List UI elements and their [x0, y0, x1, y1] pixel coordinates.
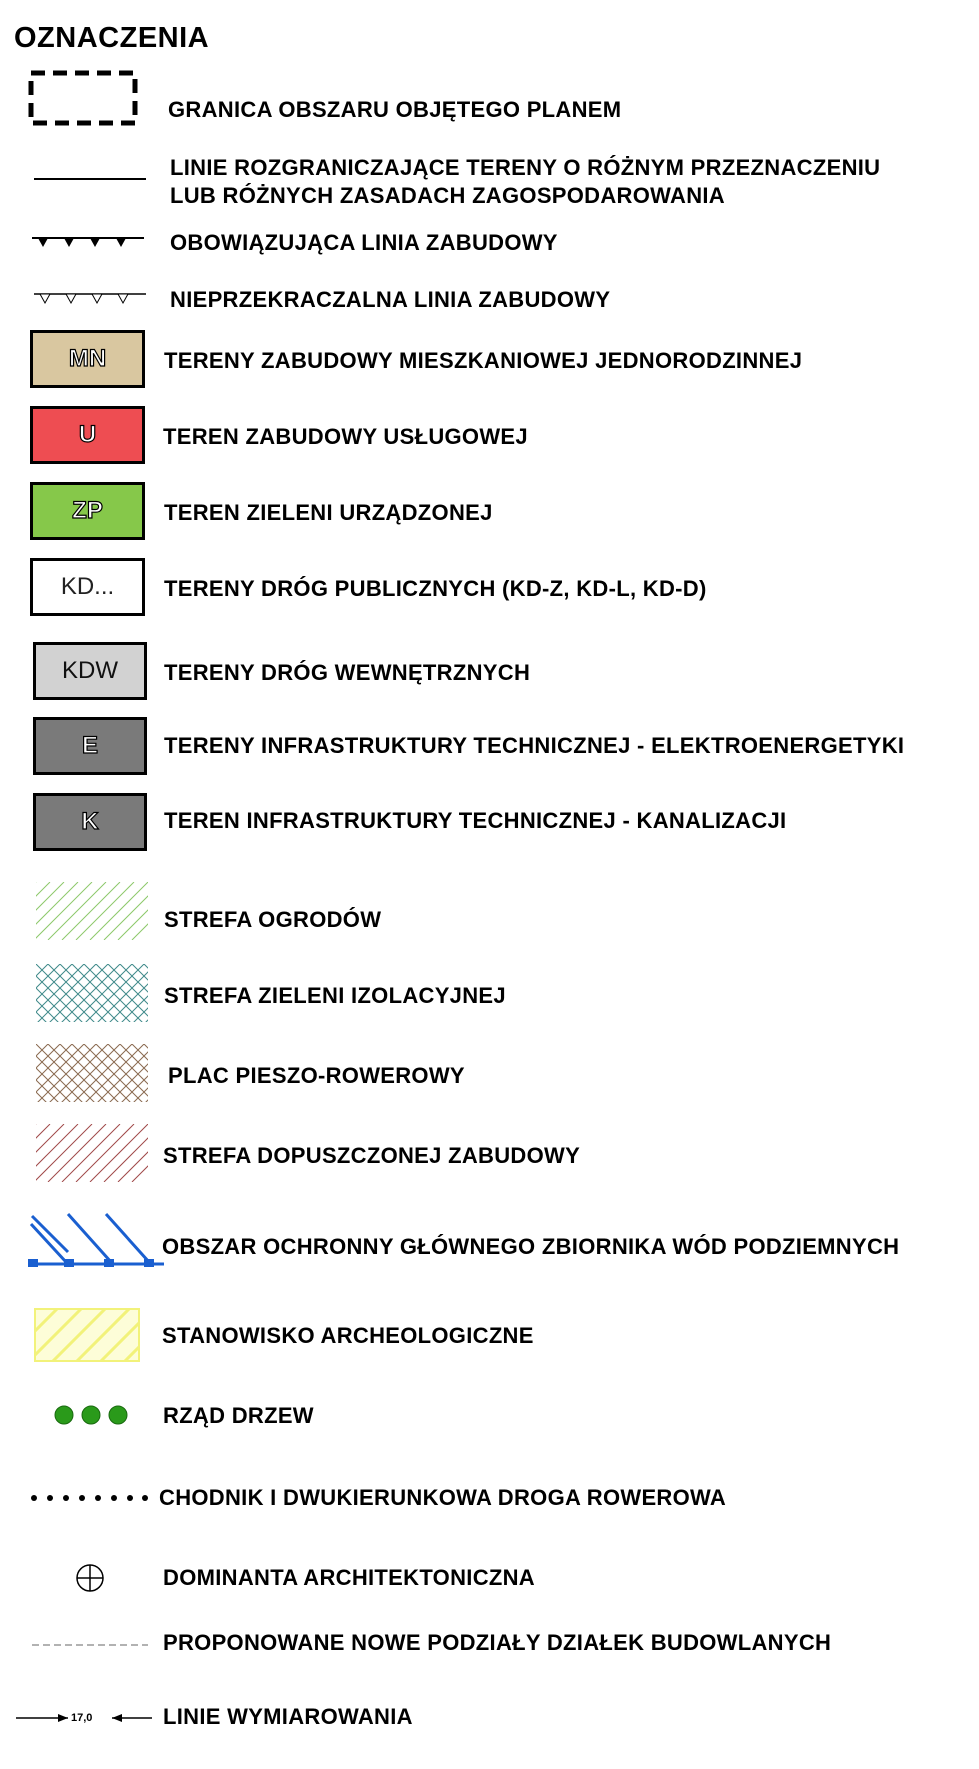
k-zone-swatch	[33, 793, 147, 851]
zp-zone-swatch	[30, 482, 145, 540]
permitted-building-zone-hatch-icon	[36, 1124, 148, 1182]
legend-title: OZNACZENIA	[14, 22, 210, 54]
sidewalk-bike-path-icon	[30, 1494, 150, 1502]
u-code: U	[78, 421, 97, 448]
legend-label-archaeology: STANOWISKO ARCHEOLOGICZNE	[162, 1323, 534, 1348]
dashed-boundary-icon	[28, 70, 138, 126]
legend-label-plot-division: PROPONOWANE NOWE PODZIAŁY DZIAŁEK BUDOWLANYCH	[163, 1630, 832, 1655]
kd-code: KD...	[60, 573, 115, 600]
legend-label-plaza: PLAC PIESZO-ROWEROWY	[168, 1063, 465, 1088]
legend-label-tree-row: RZĄD DRZEW	[163, 1403, 314, 1428]
legend-label-kd: TERENY DRÓG PUBLICZNYCH (KD-Z, KD-L, KD-D)	[164, 576, 707, 601]
legend-label-mandatory-line: OBOWIĄZUJĄCA LINIA ZABUDOWY	[170, 230, 558, 255]
mandatory-building-line-icon	[32, 236, 144, 252]
legend-label-sidewalk: CHODNIK I DWUKIERUNKOWA DROGA ROWEROWA	[159, 1485, 727, 1510]
legend-label-groundwater: OBSZAR OCHRONNY GŁÓWNEGO ZBIORNIKA WÓD PODZIEMNYCH	[162, 1234, 900, 1259]
kdw-code: KDW	[62, 657, 118, 684]
kd-zone-swatch	[30, 558, 145, 616]
legend-label-permitted-building: STREFA DOPUSZCZONEJ ZABUDOWY	[163, 1143, 581, 1168]
pedestrian-bike-plaza-hatch-icon	[36, 1044, 148, 1102]
legend-label-garden: STREFA OGRODÓW	[164, 907, 382, 932]
legend-label-non-exceedable-line: NIEPRZEKRACZALNA LINIA ZABUDOWY	[170, 287, 611, 312]
e-code: E	[81, 732, 98, 759]
u-zone-swatch	[30, 406, 145, 464]
non-exceedable-building-line-icon	[34, 292, 146, 308]
tree-row-icon	[54, 1404, 130, 1426]
legend-label-k: TEREN INFRASTRUKTURY TECHNICZNEJ - KANALIZACJI	[164, 808, 787, 833]
legend-label-zp: TEREN ZIELENI URZĄDZONEJ	[164, 500, 493, 525]
mn-zone-swatch	[30, 330, 145, 388]
kdw-zone-swatch	[33, 642, 147, 700]
zp-code: ZP	[72, 497, 103, 524]
legend-label-boundary: GRANICA OBSZARU OBJĘTEGO PLANEM	[168, 97, 622, 122]
groundwater-protection-area-icon	[26, 1210, 166, 1270]
legend-label-u: TEREN ZABUDOWY USŁUGOWEJ	[163, 424, 528, 449]
k-code: K	[81, 808, 99, 835]
dimension-value: 17,0	[71, 1712, 93, 1724]
legend-label-boundary-lines-2: LUB RÓŻNYCH ZASADACH ZAGOSPODAROWANIA	[170, 183, 725, 208]
archaeological-site-icon	[34, 1308, 140, 1362]
solid-line-icon	[34, 176, 146, 182]
garden-zone-hatch-icon	[36, 882, 148, 940]
proposed-plot-division-icon	[32, 1642, 148, 1648]
legend-label-e: TERENY INFRASTRUKTURY TECHNICZNEJ - ELEKTROENERGETYKI	[164, 733, 905, 758]
legend-label-dimension: LINIE WYMIAROWANIA	[163, 1704, 413, 1729]
isolation-green-zone-hatch-icon	[36, 964, 148, 1022]
legend-label-dominant: DOMINANTA ARCHITEKTONICZNA	[163, 1565, 535, 1590]
legend-label-mn: TERENY ZABUDOWY MIESZKANIOWEJ JEDNORODZINNEJ	[164, 348, 803, 373]
e-zone-swatch	[33, 717, 147, 775]
architectural-dominant-icon	[74, 1562, 106, 1594]
legend-label-isolation-green: STREFA ZIELENI IZOLACYJNEJ	[164, 983, 506, 1008]
mn-code: MN	[68, 345, 107, 372]
legend-label-kdw: TERENY DRÓG WEWNĘTRZNYCH	[164, 660, 531, 685]
legend-label-boundary-lines: LINIE ROZGRANICZAJĄCE TERENY O RÓŻNYM PRZEZNACZENIU	[170, 155, 881, 180]
